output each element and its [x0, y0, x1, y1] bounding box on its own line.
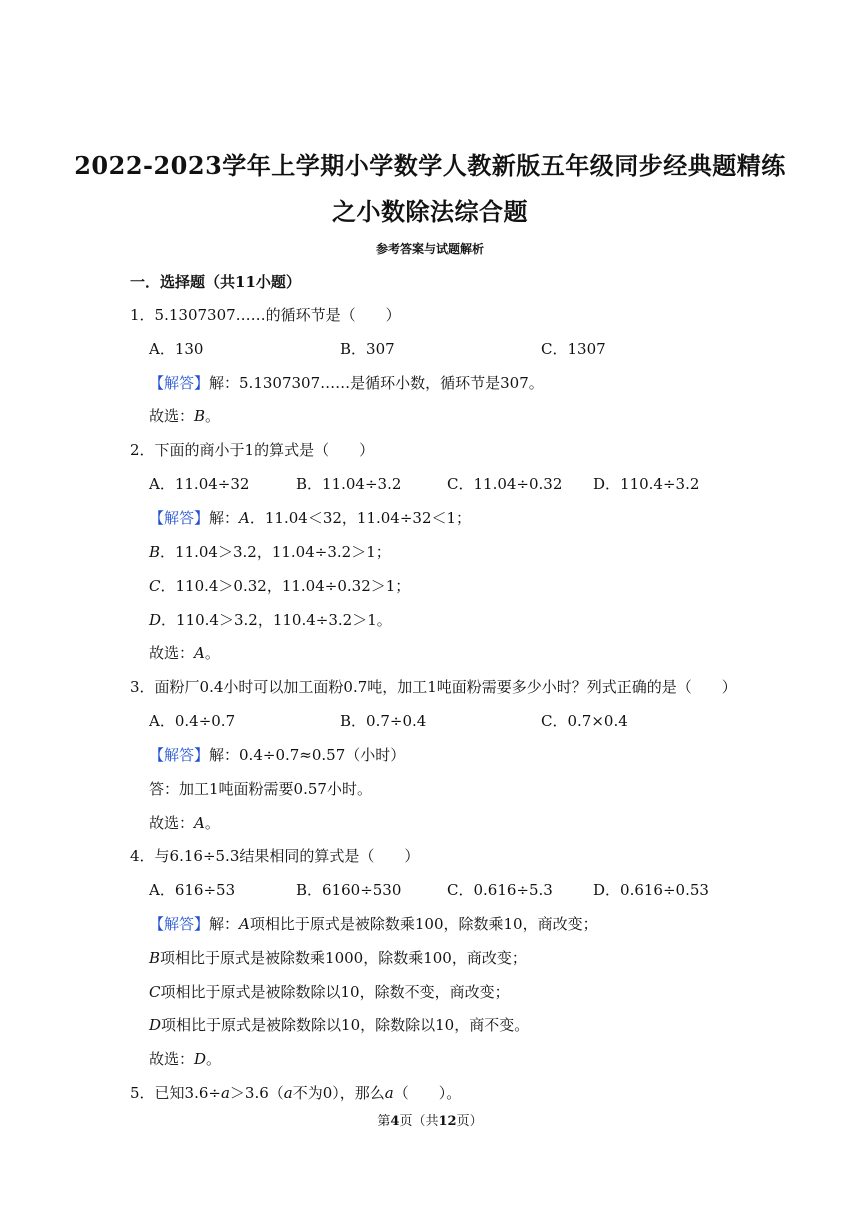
q3-answer-2: 答：加工1吨面粉需要0.57小时。: [149, 780, 372, 798]
q4-choice: [149, 1049, 221, 1069]
q5-stem-part: （ ）。: [393, 1084, 462, 1102]
q2-option-d: D．110.4÷3.2: [593, 475, 700, 493]
choice-prefix: 故选：: [149, 407, 195, 425]
answer-letter: C: [149, 577, 161, 595]
q1-choice: [149, 406, 220, 426]
section-heading: 一．选择题（共11小题）: [130, 273, 301, 291]
q4-answer-c: [149, 982, 510, 1002]
answer-text: 项相比于原式是被除数除以10，除数除以10，商不变。: [161, 1016, 530, 1034]
q4-option-d: D．0.616÷0.53: [593, 881, 709, 899]
q4-answer-a: [149, 914, 598, 934]
q4-answer-b: [149, 948, 527, 968]
q2-answer-d: [149, 610, 392, 630]
q2-answer-a: [149, 508, 471, 528]
choice-letter: B: [194, 407, 206, 425]
answer-tag: 【解答】: [149, 374, 210, 392]
q4-stem: 4．与6.16÷5.3结果相同的算式是（ ）: [130, 847, 420, 865]
footer-text: 页）: [456, 1114, 483, 1129]
q5-variable: a: [384, 1084, 394, 1102]
choice-letter: D: [194, 1050, 207, 1068]
document-title-line1: 2022-2023学年上学期小学数学人教新版五年级同步经典题精练: [74, 151, 786, 180]
answer-letter: A: [239, 915, 250, 933]
q2-stem: 2．下面的商小于1的算式是（ ）: [130, 441, 375, 459]
answer-letter: C: [149, 983, 161, 1001]
q3-stem: 3．面粉厂0.4小时可以加工面粉0.7吨，加工1吨面粉需要多少小时？列式正确的是（ ）: [130, 678, 737, 696]
answer-prefix: 解：: [209, 915, 240, 933]
q4-option-a: A．616÷53: [149, 881, 236, 899]
page-footer: [0, 1110, 860, 1129]
q2-choice: [149, 643, 220, 663]
answer-text: 项相比于原式是被除数乘100，除数乘10，商改变；: [249, 915, 598, 933]
q4-option-c: C．0.616÷5.3: [447, 881, 553, 899]
q5-variable: a: [283, 1084, 293, 1102]
document-title-line2: 之小数除法综合题: [332, 197, 528, 226]
q3-choice: [149, 813, 220, 833]
q5-stem-part: 5．已知3.6÷: [130, 1084, 221, 1102]
answer-text: ．110.4＞3.2，110.4÷3.2＞1。: [161, 611, 392, 629]
choice-suffix: 。: [204, 814, 220, 832]
q2-answer-b: [149, 542, 391, 562]
choice-letter: A: [194, 644, 205, 662]
q1-stem: 1．5.1307307……的循环节是（ ）: [130, 306, 401, 324]
choice-prefix: 故选：: [149, 1050, 195, 1068]
q3-option-c: C．0.7×0.4: [541, 712, 628, 730]
choice-letter: A: [194, 814, 205, 832]
answer-letter: D: [149, 611, 162, 629]
q1-option-b: B．307: [340, 340, 395, 358]
q3-option-b: B．0.7÷0.4: [340, 712, 427, 730]
answer-tag: 【解答】: [149, 746, 210, 764]
answer-text: 项相比于原式是被除数除以10，除数不变，商改变；: [160, 983, 510, 1001]
q5-variable: a: [220, 1084, 230, 1102]
q2-option-a: A．11.04÷32: [149, 475, 250, 493]
q3-answer: [149, 745, 405, 765]
q2-option-b: B．11.04÷3.2: [296, 475, 402, 493]
q5-stem-part: ＞3.6（: [229, 1084, 284, 1102]
total-pages: 12: [438, 1114, 457, 1129]
q2-option-c: C．11.04÷0.32: [447, 475, 563, 493]
choice-suffix: 。: [204, 644, 220, 662]
page-number: 4: [390, 1114, 400, 1129]
q5-stem: [130, 1083, 461, 1103]
answer-letter: D: [149, 1016, 162, 1034]
q3-option-a: A．0.4÷0.7: [149, 712, 236, 730]
answer-text: 项相比于原式是被除数乘1000，除数乘100，商改变；: [160, 949, 527, 967]
footer-text: 第: [377, 1114, 391, 1129]
answer-tag: 【解答】: [149, 509, 210, 527]
choice-suffix: 。: [205, 407, 221, 425]
q2-answer-c: [149, 576, 410, 596]
q5-stem-part: 不为0），那么: [292, 1084, 385, 1102]
q1-answer: [149, 373, 544, 393]
choice-prefix: 故选：: [149, 644, 195, 662]
answer-text: ．11.04＞3.2，11.04÷3.2＞1；: [160, 543, 391, 561]
q1-option-c: C．1307: [541, 340, 606, 358]
document-subtitle: 参考答案与试题解析: [375, 242, 484, 256]
footer-text: 页（共: [399, 1114, 439, 1129]
answer-text: ．110.4＞0.32，11.04÷0.32＞1；: [160, 577, 411, 595]
answer-letter: B: [149, 949, 161, 967]
q1-option-a: A．130: [149, 340, 204, 358]
q4-answer-d: [149, 1015, 529, 1035]
answer-tag: 【解答】: [149, 915, 210, 933]
answer-letter: A: [239, 509, 250, 527]
choice-prefix: 故选：: [149, 814, 195, 832]
q1-answer-text: 解：5.1307307……是循环小数，循环节是307。: [209, 374, 544, 392]
answer-text: ．11.04＜32，11.04÷32＜1；: [249, 509, 472, 527]
answer-text: 解：0.4÷0.7≈0.57（小时）: [209, 746, 406, 764]
answer-prefix: 解：: [209, 509, 240, 527]
answer-letter: B: [149, 543, 161, 561]
q4-option-b: B．6160÷530: [296, 881, 402, 899]
choice-suffix: 。: [206, 1050, 222, 1068]
